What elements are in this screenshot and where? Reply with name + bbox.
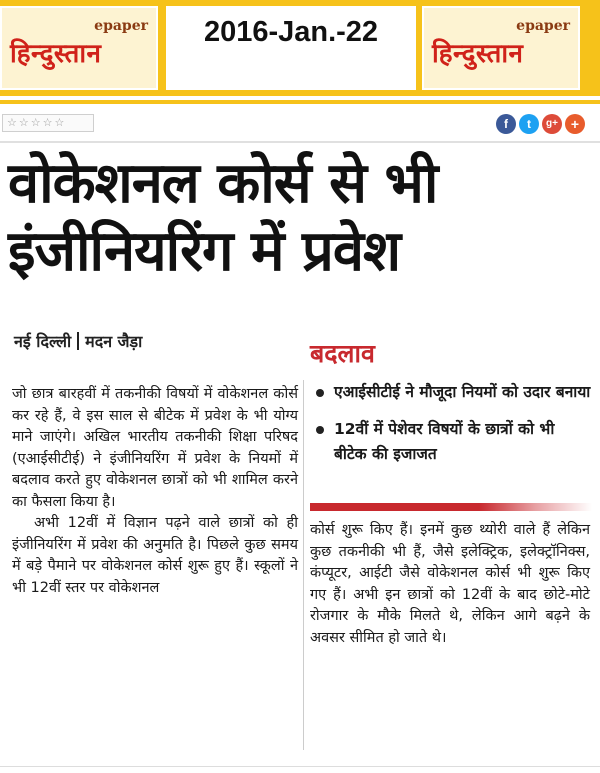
sidebar-points: [312, 380, 592, 479]
article-body-right: [310, 520, 590, 649]
bottom-divider: [0, 766, 600, 767]
brand-name: हिन्दुस्तान: [10, 39, 102, 69]
edition-date-box: [166, 6, 416, 90]
paragraph-1: जो छात्र बारहवीं में तकनीकी विषयों में वोकेशनल कोर्स कर रहे हैं, वे इस साल से बीटेक में प्रवेश के भी योग्य माने जाएंगे। अखिल भारतीय तकनीकी शिक्षा परिषद (एआईसीटीई) ने इंजीनियरिंग में प्रवेश के नियमों में बदलाव करते हुए वोकेशनल छात्रों को भी शामिल करने का फैसला किया है।: [12, 386, 298, 510]
masthead-bar: [0, 0, 600, 96]
author: मदन जैड़ा: [85, 332, 143, 351]
rating-stars[interactable]: ☆☆☆☆☆: [2, 114, 94, 132]
sidebar-point-text: 12वीं में पेशेवर विषयों के छात्रों को भी बीटेक की इजाजत: [334, 420, 555, 463]
share-more-icon[interactable]: +: [565, 114, 585, 134]
sidebar-point: [312, 380, 592, 405]
byline: [14, 330, 142, 352]
epaper-label: epaper: [516, 18, 570, 34]
dateline: नई दिल्ली: [14, 332, 72, 351]
headline-line-2: इंजीनियरिंग में प्रवेश: [8, 219, 401, 284]
brand-logo-left[interactable]: [0, 6, 158, 90]
sidebar-accent-bar: [310, 503, 592, 511]
sidebar-point: [312, 417, 592, 467]
headline-line-1: वोकेशनल कोर्स से भी: [8, 151, 438, 216]
brand-name: हिन्दुस्तान: [432, 39, 524, 69]
byline-separator: [77, 332, 79, 350]
article-headline: [8, 150, 594, 286]
paragraph-2: अभी 12वीं में विज्ञान पढ़ने वाले छात्रों को ही इंजीनियरिंग में प्रवेश की अनुमति है। पिछले कुछ समय में बड़े पैमाने पर वोकेशनल कोर्स शुरू हुए हैं। स्कूलों ने भी 12वीं स्तर पर वोकेशनल: [12, 515, 298, 596]
epaper-label: epaper: [94, 18, 148, 34]
facebook-icon[interactable]: f: [496, 114, 516, 134]
bullet-icon: [316, 389, 324, 397]
toolbar-strip: [0, 100, 600, 140]
paragraph-3: कोर्स शुरू किए हैं। इनमें कुछ थ्योरी वाले हैं लेकिन कुछ तकनीकी भी हैं, जैसे इलेक्ट्रिक, इलेक्ट्रॉनिक्स, कंप्यूटर, आईटी जैसे वोकेशनल कोर्स भी शुरू किए गए हैं। अभी इन छात्रों को 12वीं के बाद छोटे-मोटे रोजगार के मौके मिलते थे, लेकिन आगे बढ़ने के अवसर सीमित हो जाते थे।: [310, 522, 590, 646]
edition-date: 2016-Jan.-22: [203, 16, 379, 48]
twitter-icon[interactable]: t: [519, 114, 539, 134]
sidebar-title: बदलाव: [310, 339, 375, 368]
article-body-left: [12, 384, 298, 599]
column-divider: [303, 380, 304, 750]
divider: [0, 141, 600, 143]
brand-logo-right[interactable]: [422, 6, 580, 90]
bullet-icon: [316, 426, 324, 434]
sidebar-point-text: एआईसीटीई ने मौजूदा नियमों को उदार बनाया: [334, 383, 591, 401]
google-plus-icon[interactable]: g+: [542, 114, 562, 134]
